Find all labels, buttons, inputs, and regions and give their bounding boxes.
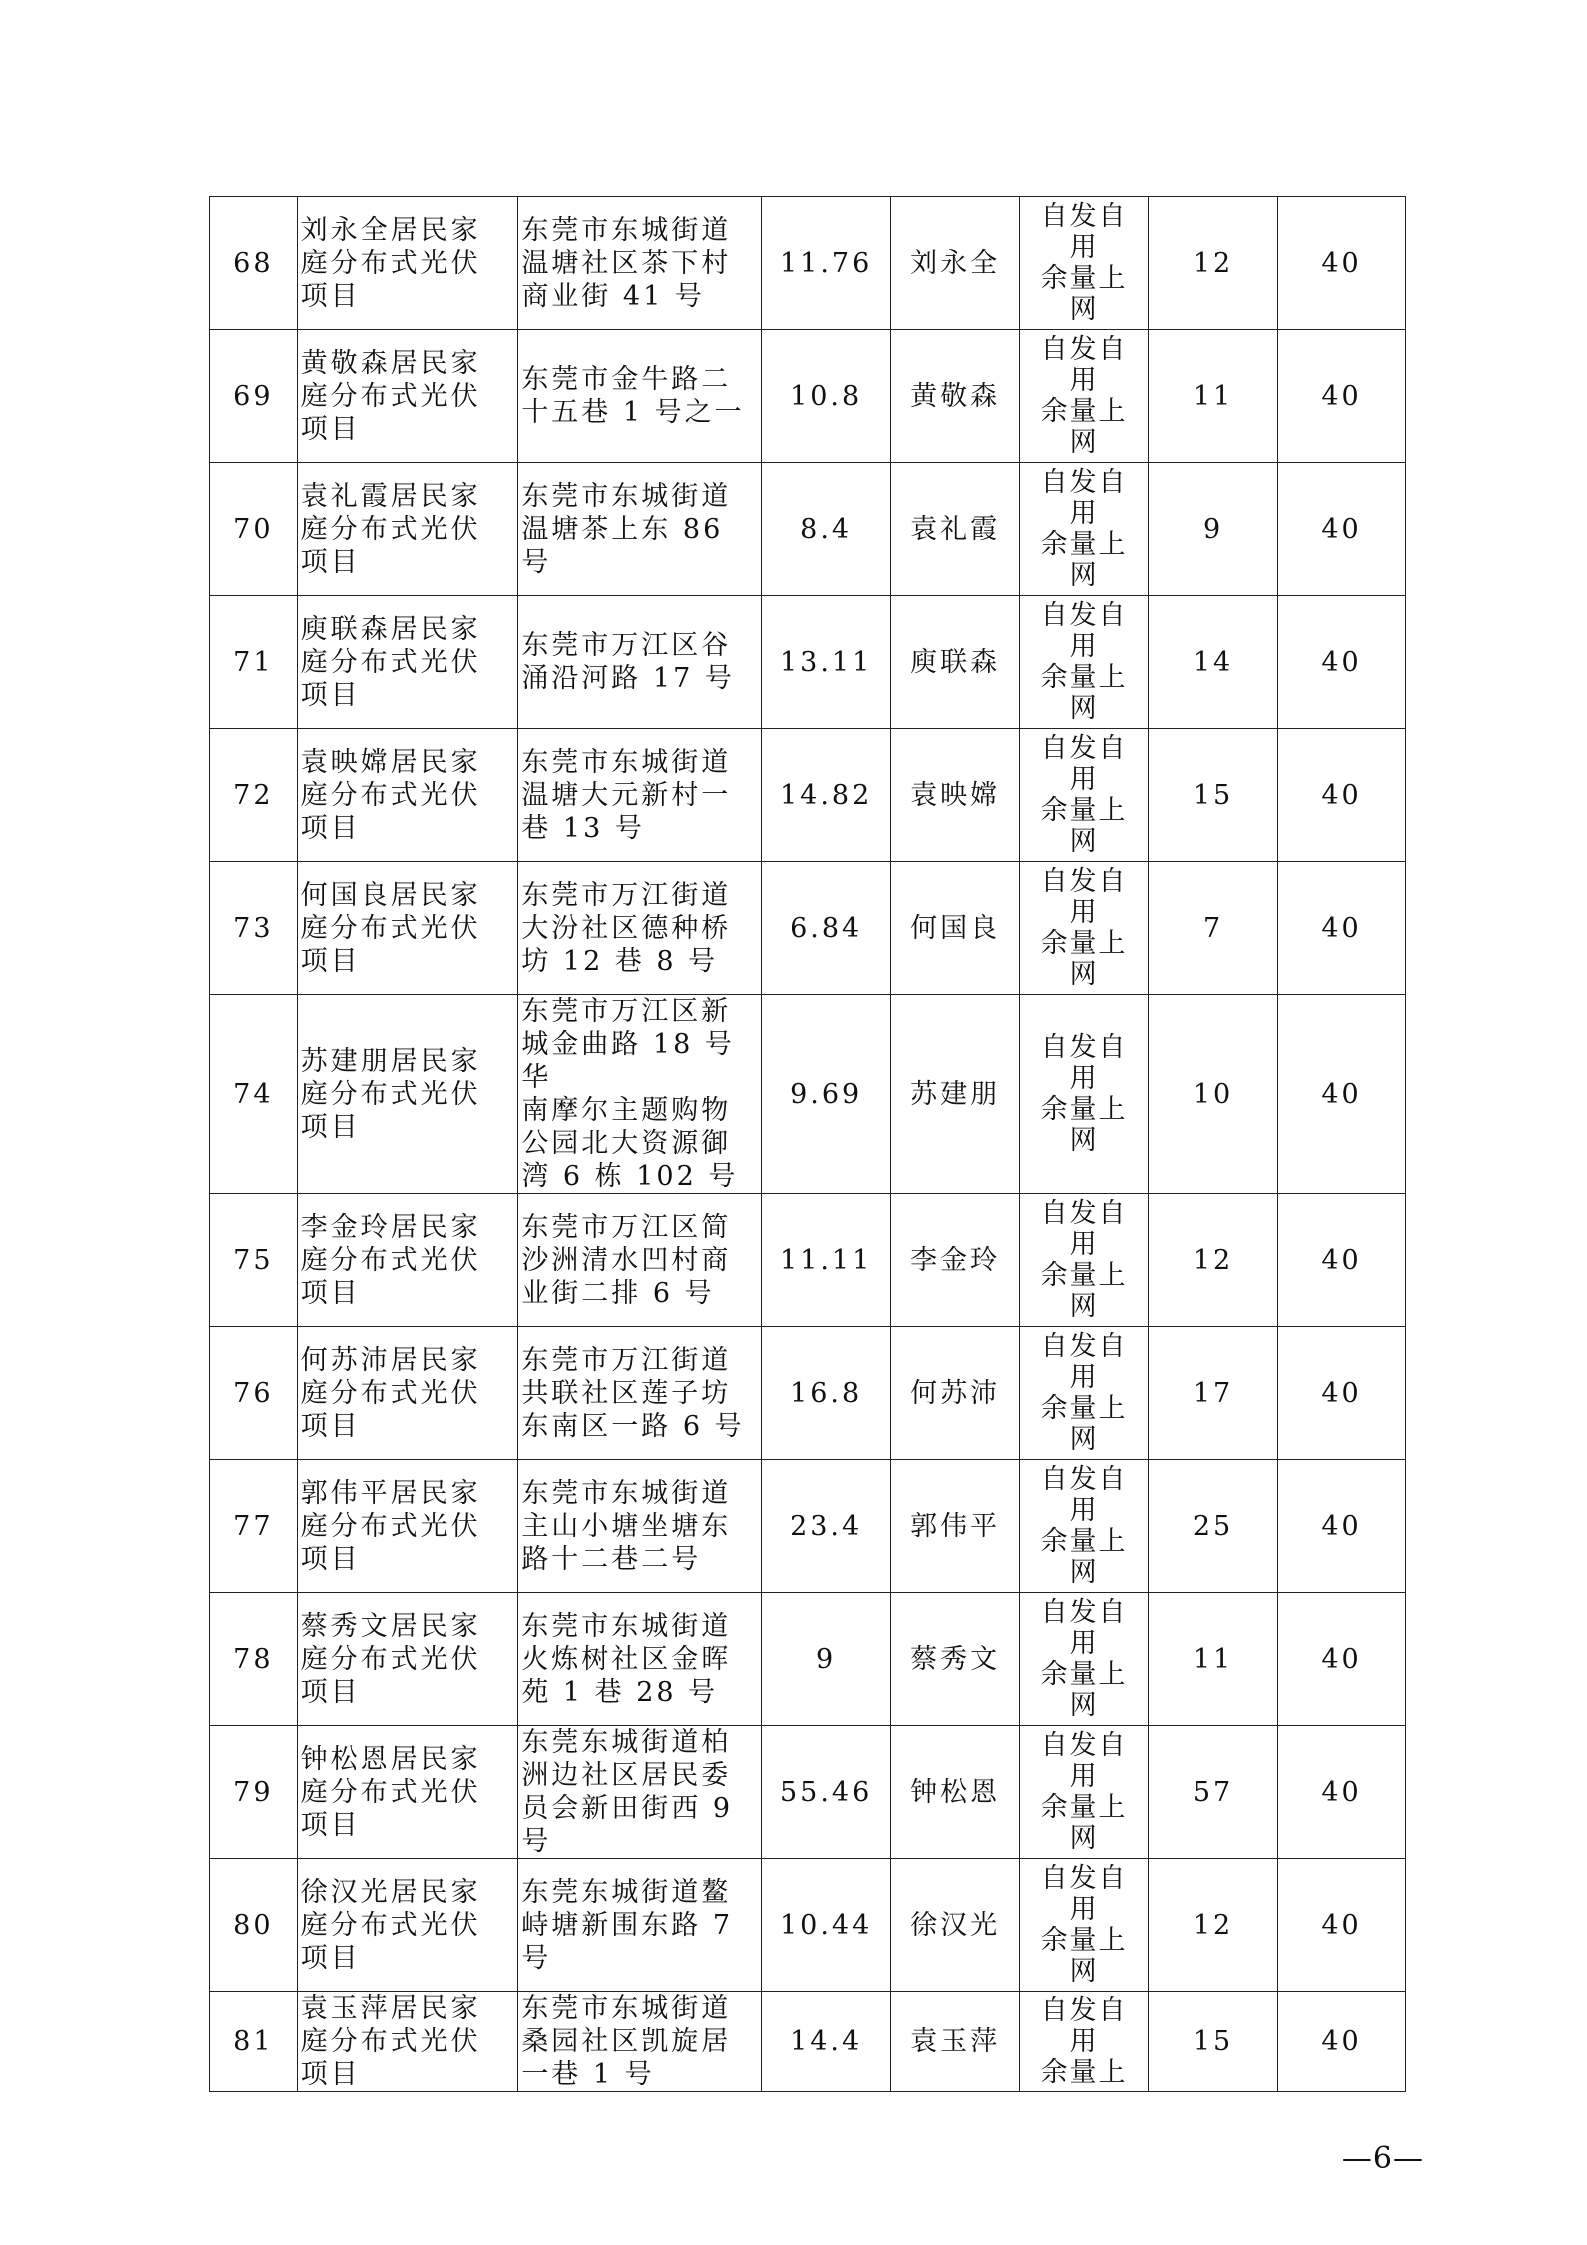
connection-mode: 自发自 用 余量上 网 [1020,1859,1149,1992]
row-number: 78 [210,1593,298,1726]
owner-name: 何苏沛 [891,1327,1020,1460]
capacity-value: 14.82 [762,729,891,862]
value-column-8: 40 [1278,463,1406,596]
capacity-value: 8.4 [762,463,891,596]
row-number: 75 [210,1194,298,1327]
project-table [209,196,1406,2092]
project-name: 袁映嫦居民家 庭分布式光伏 项目 [297,729,518,862]
value-column-7: 14 [1149,596,1278,729]
project-table-body [210,197,1406,2092]
connection-mode: 自发自 用 余量上 网 [1020,729,1149,862]
value-column-7: 9 [1149,463,1278,596]
value-column-8: 40 [1278,1593,1406,1726]
owner-name: 袁玉萍 [891,1992,1020,2092]
project-address: 东莞东城街道柏 洲边社区居民委 员会新田街西 9 号 [518,1726,762,1859]
value-column-8: 40 [1278,1992,1406,2092]
row-number: 69 [210,330,298,463]
connection-mode: 自发自 用 余量上 网 [1020,1194,1149,1327]
connection-mode: 自发自 用 余量上 网 [1020,1460,1149,1593]
value-column-8: 40 [1278,995,1406,1194]
project-name: 何国良居民家 庭分布式光伏 项目 [297,862,518,995]
table-row [210,1194,1406,1327]
capacity-value: 23.4 [762,1460,891,1593]
connection-mode: 自发自 用 余量上 网 [1020,1327,1149,1460]
project-address: 东莞市东城街道 桑园社区凯旋居 一巷 1 号 [518,1992,762,2092]
row-number: 68 [210,197,298,330]
row-number: 74 [210,995,298,1194]
project-name: 徐汉光居民家 庭分布式光伏 项目 [297,1859,518,1992]
value-column-8: 40 [1278,197,1406,330]
value-column-7: 12 [1149,1859,1278,1992]
project-address: 东莞市东城街道 温塘社区茶下村 商业街 41 号 [518,197,762,330]
capacity-value: 14.4 [762,1992,891,2092]
capacity-value: 10.44 [762,1859,891,1992]
table-row [210,463,1406,596]
connection-mode: 自发自 用 余量上 [1020,1992,1149,2092]
project-name: 蔡秀文居民家 庭分布式光伏 项目 [297,1593,518,1726]
connection-mode: 自发自 用 余量上 网 [1020,596,1149,729]
value-column-7: 11 [1149,1593,1278,1726]
row-number: 71 [210,596,298,729]
table-row [210,197,1406,330]
value-column-8: 40 [1278,330,1406,463]
owner-name: 何国良 [891,862,1020,995]
value-column-7: 7 [1149,862,1278,995]
project-name: 刘永全居民家 庭分布式光伏 项目 [297,197,518,330]
project-address: 东莞市万江街道 大汾社区德种桥 坊 12 巷 8 号 [518,862,762,995]
connection-mode: 自发自 用 余量上 网 [1020,862,1149,995]
project-address: 东莞东城街道鳌 峙塘新围东路 7 号 [518,1859,762,1992]
table-row [210,1327,1406,1460]
table-row [210,1593,1406,1726]
project-name: 李金玲居民家 庭分布式光伏 项目 [297,1194,518,1327]
capacity-value: 10.8 [762,330,891,463]
table-row [210,330,1406,463]
value-column-8: 40 [1278,1194,1406,1327]
value-column-8: 40 [1278,1859,1406,1992]
owner-name: 黄敬森 [891,330,1020,463]
table-row [210,1859,1406,1992]
owner-name: 袁礼霞 [891,463,1020,596]
row-number: 79 [210,1726,298,1859]
row-number: 72 [210,729,298,862]
connection-mode: 自发自 用 余量上 网 [1020,197,1149,330]
owner-name: 蔡秀文 [891,1593,1020,1726]
project-address: 东莞市东城街道 温塘茶上东 86 号 [518,463,762,596]
capacity-value: 55.46 [762,1726,891,1859]
project-address: 东莞市东城街道 主山小塘坐塘东 路十二巷二号 [518,1460,762,1593]
capacity-value: 6.84 [762,862,891,995]
connection-mode: 自发自 用 余量上 网 [1020,995,1149,1194]
row-number: 80 [210,1859,298,1992]
value-column-8: 40 [1278,1726,1406,1859]
project-address: 东莞市万江区简 沙洲清水凹村商 业街二排 6 号 [518,1194,762,1327]
page-number: —6— [1341,2141,1424,2176]
capacity-value: 9 [762,1593,891,1726]
value-column-7: 15 [1149,1992,1278,2092]
table-row [210,729,1406,862]
project-name: 庾联森居民家 庭分布式光伏 项目 [297,596,518,729]
value-column-7: 15 [1149,729,1278,862]
row-number: 77 [210,1460,298,1593]
capacity-value: 16.8 [762,1327,891,1460]
connection-mode: 自发自 用 余量上 网 [1020,1593,1149,1726]
value-column-7: 11 [1149,330,1278,463]
owner-name: 庾联森 [891,596,1020,729]
value-column-7: 12 [1149,197,1278,330]
project-address: 东莞市东城街道 火炼树社区金晖 苑 1 巷 28 号 [518,1593,762,1726]
capacity-value: 13.11 [762,596,891,729]
table-row [210,1460,1406,1593]
value-column-8: 40 [1278,729,1406,862]
project-name: 袁玉萍居民家 庭分布式光伏 项目 [297,1992,518,2092]
table-row [210,596,1406,729]
table-row [210,862,1406,995]
row-number: 73 [210,862,298,995]
value-column-7: 12 [1149,1194,1278,1327]
capacity-value: 11.11 [762,1194,891,1327]
value-column-7: 10 [1149,995,1278,1194]
row-number: 70 [210,463,298,596]
value-column-8: 40 [1278,1460,1406,1593]
capacity-value: 11.76 [762,197,891,330]
value-column-7: 17 [1149,1327,1278,1460]
table-row [210,1992,1406,2092]
row-number: 81 [210,1992,298,2092]
project-name: 何苏沛居民家 庭分布式光伏 项目 [297,1327,518,1460]
owner-name: 钟松恩 [891,1726,1020,1859]
owner-name: 徐汉光 [891,1859,1020,1992]
value-column-8: 40 [1278,596,1406,729]
project-address: 东莞市万江区谷 涌沿河路 17 号 [518,596,762,729]
value-column-7: 25 [1149,1460,1278,1593]
owner-name: 苏建朋 [891,995,1020,1194]
capacity-value: 9.69 [762,995,891,1194]
project-name: 黄敬森居民家 庭分布式光伏 项目 [297,330,518,463]
table-row [210,995,1406,1194]
project-name: 苏建朋居民家 庭分布式光伏 项目 [297,995,518,1194]
owner-name: 刘永全 [891,197,1020,330]
owner-name: 郭伟平 [891,1460,1020,1593]
project-name: 钟松恩居民家 庭分布式光伏 项目 [297,1726,518,1859]
table-row [210,1726,1406,1859]
project-name: 袁礼霞居民家 庭分布式光伏 项目 [297,463,518,596]
connection-mode: 自发自 用 余量上 网 [1020,330,1149,463]
connection-mode: 自发自 用 余量上 网 [1020,1726,1149,1859]
value-column-7: 57 [1149,1726,1278,1859]
owner-name: 李金玲 [891,1194,1020,1327]
connection-mode: 自发自 用 余量上 网 [1020,463,1149,596]
project-address: 东莞市万江区新 城金曲路 18 号华 南摩尔主题购物 公园北大资源御 湾 6 栋 102 号 [518,995,762,1194]
project-address: 东莞市万江街道 共联社区莲子坊 东南区一路 6 号 [518,1327,762,1460]
project-address: 东莞市金牛路二 十五巷 1 号之一 [518,330,762,463]
project-name: 郭伟平居民家 庭分布式光伏 项目 [297,1460,518,1593]
row-number: 76 [210,1327,298,1460]
owner-name: 袁映嫦 [891,729,1020,862]
value-column-8: 40 [1278,1327,1406,1460]
project-address: 东莞市东城街道 温塘大元新村一 巷 13 号 [518,729,762,862]
value-column-8: 40 [1278,862,1406,995]
